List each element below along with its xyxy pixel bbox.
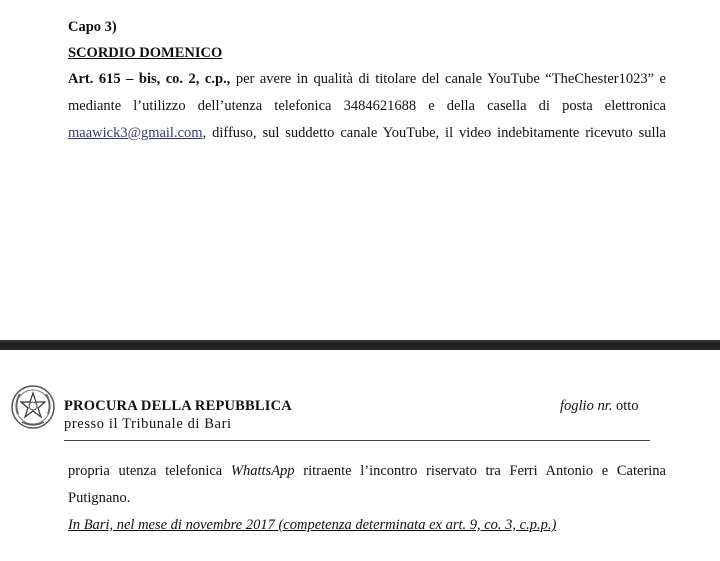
continued-text-line-1-b: ritraente l’incontro riservato tra Ferri Antonio e Caterina bbox=[294, 463, 666, 479]
article-reference: Art. 615 – bis, co. 2, c.p., bbox=[68, 71, 231, 87]
charge-text-line-1-rest: per avere in qualità di titolare del canale YouTube “TheChester1023” e bbox=[230, 71, 666, 87]
header-rule bbox=[64, 440, 650, 441]
charge-text-line-2: mediante l’utilizzo dell’utenza telefonica 3484621688 e della casella di posta elettronica bbox=[68, 98, 666, 114]
office-name: PROCURA DELLA REPUBBLICA bbox=[64, 398, 292, 414]
charge-text-line-3-rest: , diffuso, sul suddetto canale YouTube, il video indebitamente ricevuto sulla bbox=[202, 125, 666, 141]
email-link[interactable]: maawick3@gmail.com bbox=[68, 125, 203, 141]
continued-text-line-2: Putignano. bbox=[68, 490, 131, 506]
charge-heading: Capo 3) bbox=[68, 19, 117, 35]
office-subtitle: presso il Tribunale di Bari bbox=[64, 416, 232, 432]
charge-text-line-1 bbox=[68, 71, 666, 88]
page-divider bbox=[0, 340, 720, 350]
app-name: WhattsApp bbox=[230, 463, 295, 479]
sheet-label-text: foglio nr. bbox=[560, 398, 613, 414]
defendant-name: SCORDIO DOMENICO bbox=[68, 45, 223, 61]
continued-text-line-1 bbox=[68, 463, 666, 480]
sheet-number bbox=[560, 398, 639, 415]
sheet-number-value: otto bbox=[616, 398, 639, 414]
continued-text-line-1-a: propria utenza telefonica bbox=[68, 463, 231, 479]
place-date-line: In Bari, nel mese di novembre 2017 (competenza determinata ex art. 9, co. 3, c.p.p.) bbox=[68, 517, 557, 533]
charge-text-line-3 bbox=[68, 125, 666, 142]
italian-republic-emblem-icon bbox=[10, 384, 56, 430]
